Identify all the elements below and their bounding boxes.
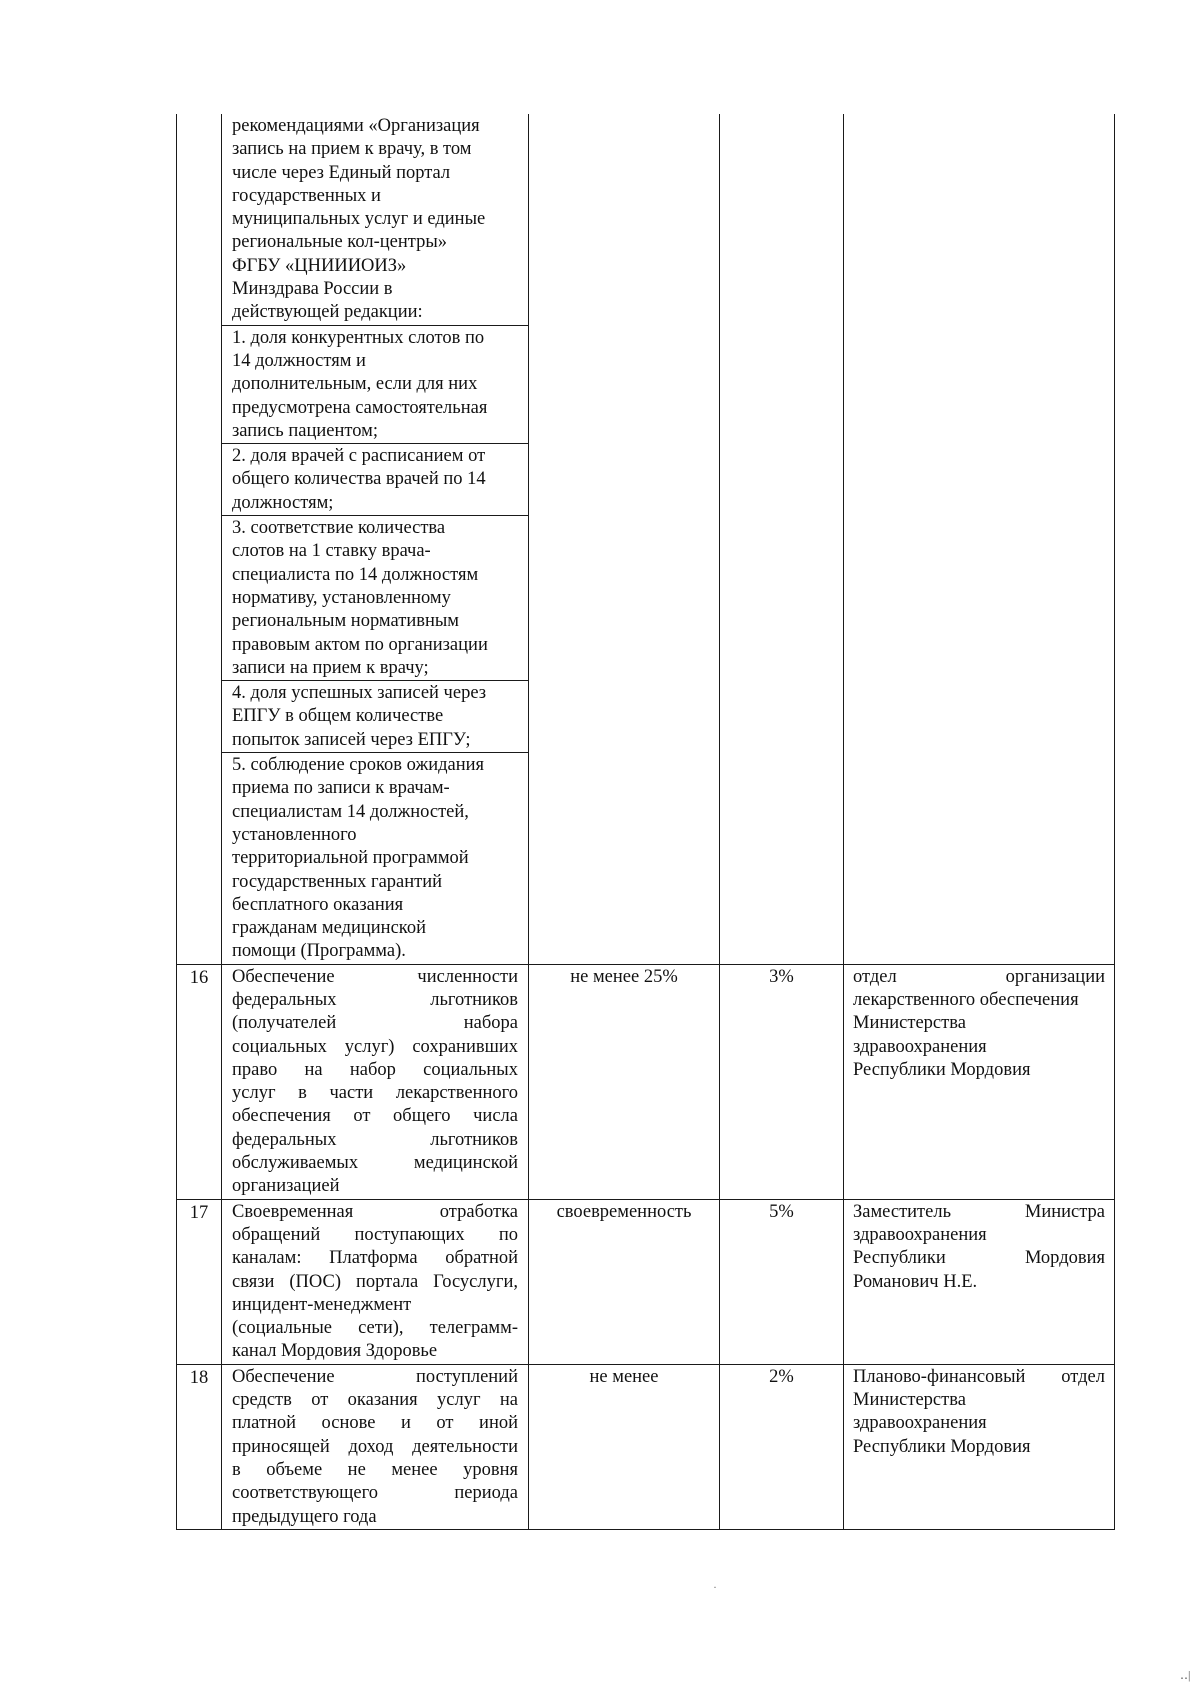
text-line: канал Мордовия Здоровье xyxy=(232,1341,438,1362)
text-line: 3. соответствие количества xyxy=(232,518,446,539)
indicators-table xyxy=(176,114,1115,1530)
text-line: ФГБУ «ЦНИИИОИЗ» xyxy=(232,255,407,276)
indicator-description xyxy=(222,964,529,1199)
scan-speck: ‥| xyxy=(1180,1668,1191,1682)
text-line: Республики Мордовия xyxy=(853,1436,1031,1457)
text-line: записи на прием к врачу; xyxy=(232,657,429,678)
text-line: каналам: Платформа обратной xyxy=(232,1248,518,1269)
text-line: государственных и xyxy=(232,185,381,206)
text-line: должностям; xyxy=(232,492,334,513)
text-line: Минздрава России в xyxy=(232,279,393,300)
row-number: 18 xyxy=(177,1364,222,1529)
weight-value: 3% xyxy=(720,964,844,1199)
indicator-subitem xyxy=(222,753,528,964)
text-line: Планово-финансовый отдел xyxy=(853,1366,1105,1387)
text-line: региональные кол-центры» xyxy=(232,232,448,253)
weight-value: 2% xyxy=(720,1364,844,1529)
target-value: не менее 25% xyxy=(529,964,720,1199)
text-line: федеральных льготников xyxy=(232,1129,518,1150)
text-line: обслуживаемых медицинской xyxy=(232,1153,518,1174)
text-line: право на набор социальных xyxy=(232,1059,518,1080)
text-line: инцидент-менеджмент xyxy=(232,1294,412,1315)
text-line: здравоохранения xyxy=(853,1036,987,1057)
target-value: не менее xyxy=(529,1364,720,1529)
text-line: Обеспечение поступлений xyxy=(232,1366,518,1387)
text-line: федеральных льготников xyxy=(232,989,518,1010)
indicator-description xyxy=(222,1364,529,1529)
text-line: 2. доля врачей с расписанием от xyxy=(232,446,486,467)
indicator-subitems xyxy=(222,114,528,964)
indicator-subitem xyxy=(222,681,528,753)
text-line: 5. соблюдение сроков ожидания xyxy=(232,755,485,776)
text-line: Министерства xyxy=(853,1390,966,1411)
text-line: гражданам медицинской xyxy=(232,918,426,939)
text-line: территориальной программой xyxy=(232,848,469,869)
table-row xyxy=(177,1364,1115,1529)
text-line: 4. доля успешных записей через xyxy=(232,683,487,704)
text-line: специалистам 14 должностей, xyxy=(232,801,469,822)
text-line: попыток записей через ЕПГУ; xyxy=(232,729,471,750)
text-line: (получателей набора xyxy=(232,1013,518,1034)
text-line: слотов на 1 ставку врача- xyxy=(232,541,431,562)
text-line: правовым актом по организации xyxy=(232,634,488,655)
text-line: Обеспечение численности xyxy=(232,966,518,987)
text-line: платной основе и от иной xyxy=(232,1413,518,1434)
text-line: нормативу, установленному xyxy=(232,587,451,608)
text-line: услуг в части лекарственного xyxy=(232,1083,518,1104)
text-line: здравоохранения xyxy=(853,1413,987,1434)
text-line: бесплатного оказания xyxy=(232,894,404,915)
text-line: в объеме не менее уровня xyxy=(232,1459,518,1480)
target-value: своевременность xyxy=(529,1199,720,1364)
text-line: соответствующего периода xyxy=(232,1483,518,1504)
indicator-subitem xyxy=(222,114,528,326)
table-row xyxy=(177,964,1115,1199)
text-line: рекомендациями «Организация xyxy=(232,116,480,136)
text-line: обеспечения от общего числа xyxy=(232,1106,518,1127)
responsible-unit xyxy=(844,1364,1115,1529)
table-row xyxy=(177,1199,1115,1364)
text-line: общего количества врачей по 14 xyxy=(232,469,486,490)
text-line: 1. доля конкурентных слотов по xyxy=(232,327,485,348)
scan-speck: · xyxy=(713,1580,717,1594)
row-number: 17 xyxy=(177,1199,222,1364)
text-line: числе через Единый портал xyxy=(232,162,451,183)
weight-cell xyxy=(720,114,844,964)
text-line: Министерства xyxy=(853,1013,966,1034)
text-line: предыдущего года xyxy=(232,1506,377,1527)
text-line: организацией xyxy=(232,1176,340,1197)
text-line: Республики Мордовия xyxy=(853,1059,1031,1080)
text-line: Романович Н.Е. xyxy=(853,1271,978,1292)
indicator-description xyxy=(222,1199,529,1364)
text-line: приносящей доход деятельности xyxy=(232,1436,518,1457)
text-line: отдел организации xyxy=(853,966,1105,987)
text-line: связи (ПОС) портала Госуслуги, xyxy=(232,1271,518,1292)
text-line: установленного xyxy=(232,824,357,845)
text-line: Заместитель Министра xyxy=(853,1201,1105,1222)
responsible-unit xyxy=(844,964,1115,1199)
indicator-description-cell xyxy=(222,114,529,964)
table-row-continued xyxy=(177,114,1115,964)
text-line: государственных гарантий xyxy=(232,871,443,892)
text-line: запись пациентом; xyxy=(232,420,378,441)
target-value-cell xyxy=(529,114,720,964)
text-line: здравоохранения xyxy=(853,1224,987,1245)
text-line: муниципальных услуг и единые xyxy=(232,209,486,230)
text-line: помощи (Программа). xyxy=(232,941,406,962)
text-line: средств от оказания услуг на xyxy=(232,1390,518,1411)
responsible-unit xyxy=(844,1199,1115,1364)
text-line: социальных услуг) сохранивших xyxy=(232,1036,518,1057)
indicator-subitem xyxy=(222,516,528,681)
text-line: 14 должностям и xyxy=(232,350,366,371)
text-line: обращений поступающих по xyxy=(232,1224,518,1245)
text-line: специалиста по 14 должностям xyxy=(232,564,479,585)
text-line: предусмотрена самостоятельная xyxy=(232,397,488,418)
text-line: ЕПГУ в общем количестве xyxy=(232,706,444,727)
weight-value: 5% xyxy=(720,1199,844,1364)
row-number-cell xyxy=(177,114,222,964)
text-line: действующей редакции: xyxy=(232,302,423,323)
text-line: региональным нормативным xyxy=(232,611,459,632)
row-number: 16 xyxy=(177,964,222,1199)
text-line: запись на прием к врачу, в том xyxy=(232,139,472,160)
text-line: Республики Мордовия xyxy=(853,1248,1105,1269)
text-line: Своевременная отработка xyxy=(232,1201,518,1222)
text-line: дополнительным, если для них xyxy=(232,374,478,395)
indicator-subitem xyxy=(222,326,528,444)
responsible-cell xyxy=(844,114,1115,964)
text-line: приема по записи к врачам- xyxy=(232,778,450,799)
text-line: (социальные сети), телеграмм- xyxy=(232,1318,518,1339)
text-line: лекарственного обеспечения xyxy=(853,989,1079,1010)
indicator-subitem xyxy=(222,444,528,516)
